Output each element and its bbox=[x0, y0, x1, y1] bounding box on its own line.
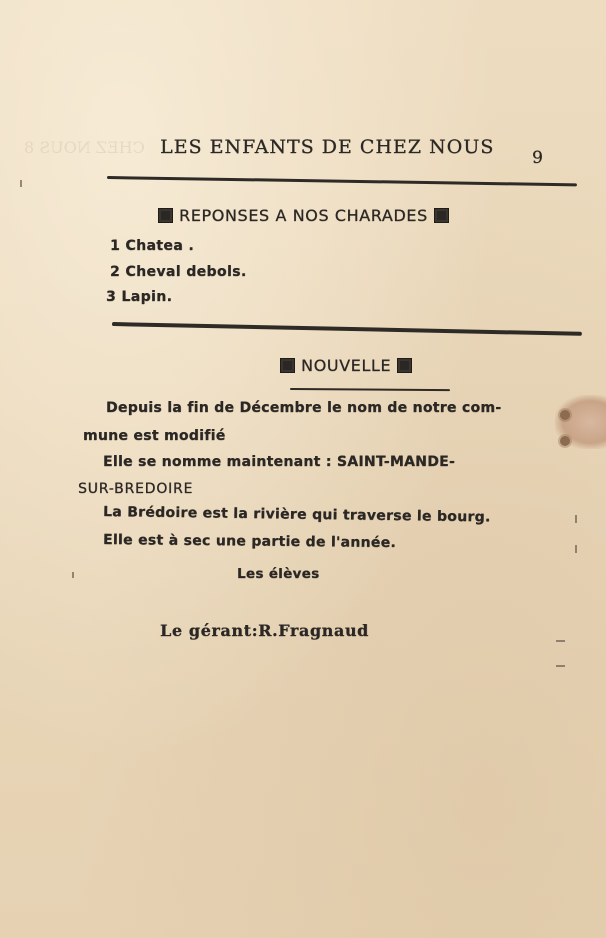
nouvelle-line: Elle se nomme maintenant : SAINT-MANDE- bbox=[103, 454, 456, 470]
margin-mark bbox=[20, 180, 22, 187]
page-header-title: LES ENFANTS DE CHEZ NOUS bbox=[160, 136, 495, 158]
square-bullet-icon bbox=[397, 358, 412, 373]
answer-item: 3 Lapin. bbox=[106, 289, 173, 305]
nouvelle-line: Depuis la fin de Décembre le nom de notre com- bbox=[106, 400, 502, 416]
answer-item: 2 Cheval debols. bbox=[110, 264, 247, 280]
margin-mark bbox=[556, 640, 565, 642]
section-divider bbox=[112, 322, 582, 335]
staple-hole bbox=[560, 436, 570, 446]
nouvelle-underline bbox=[290, 388, 450, 391]
nouvelle-section-title bbox=[280, 356, 412, 375]
square-bullet-icon bbox=[158, 208, 173, 223]
square-bullet-icon bbox=[280, 358, 295, 373]
reponses-title-text: REPONSES A NOS CHARADES bbox=[179, 206, 428, 225]
reponses-section-title bbox=[158, 206, 449, 225]
gerant-signature: Le gérant:R.Fragnaud bbox=[160, 621, 369, 640]
answer-item: 1 Chatea . bbox=[110, 238, 195, 254]
header-divider bbox=[107, 176, 577, 186]
nouvelle-title-text: NOUVELLE bbox=[301, 356, 392, 375]
square-bullet-icon bbox=[434, 208, 449, 223]
nouvelle-line: La Brédoire est la rivière qui traverse le bourg. bbox=[102, 504, 491, 526]
nouvelle-line: SUR-BREDOIRE bbox=[78, 481, 194, 497]
margin-mark bbox=[72, 572, 74, 578]
page-number: 9 bbox=[532, 148, 543, 168]
nouvelle-line: mune est modifié bbox=[83, 428, 226, 444]
staple-hole bbox=[560, 410, 570, 420]
bleed-through-text: CHEZ NOUS 8 bbox=[24, 138, 145, 157]
nouvelle-signature: Les élèves bbox=[237, 566, 320, 582]
margin-mark bbox=[575, 545, 577, 553]
margin-mark bbox=[575, 515, 577, 523]
nouvelle-line: Elle est à sec une partie de l'année. bbox=[102, 532, 397, 552]
margin-mark bbox=[556, 665, 565, 667]
